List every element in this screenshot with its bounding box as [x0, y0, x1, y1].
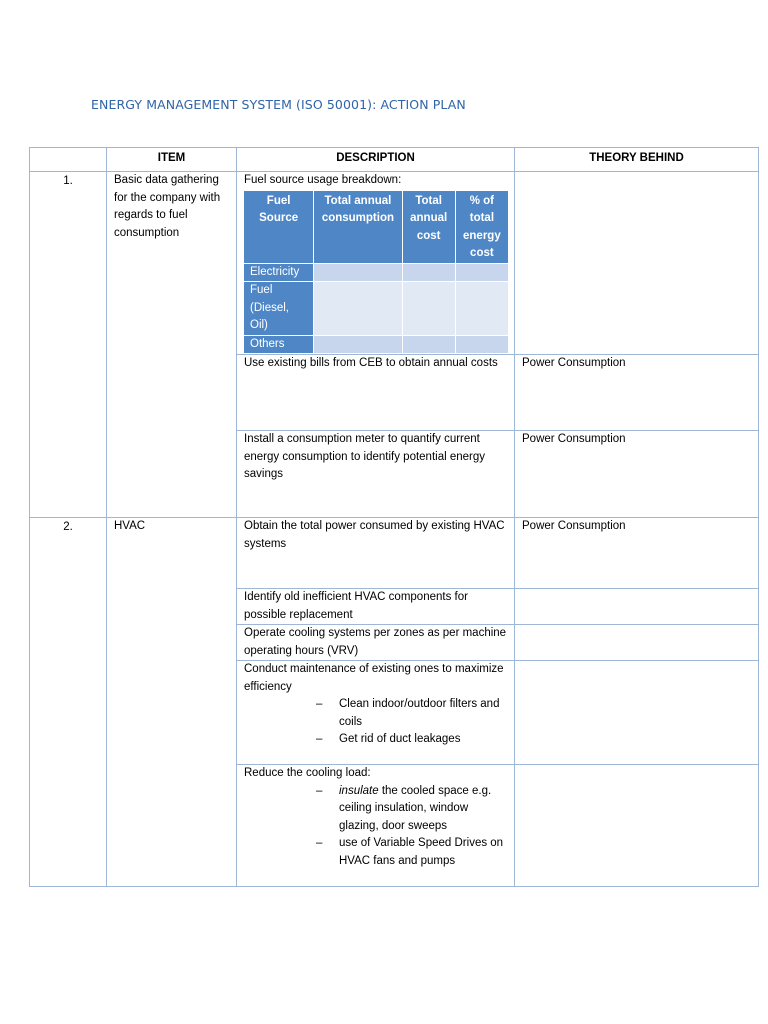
table-row [30, 172, 759, 355]
cooling-load-text: Reduce the cooling load: [244, 767, 371, 779]
theory-cell [515, 625, 759, 661]
header-row [30, 148, 759, 172]
italic-word: insulate [339, 784, 379, 797]
fuel-cell [314, 282, 402, 336]
fuel-cell [455, 282, 508, 336]
list-item: – Get rid of duct leakages [316, 731, 507, 749]
header-number [30, 148, 107, 172]
theory-cell [515, 589, 759, 625]
description-cell: Operate cooling systems per zones as per machine operating hours (VRV) [237, 625, 515, 661]
list-item [316, 783, 507, 836]
fuel-cell [314, 335, 402, 354]
description-cell: Install a consumption meter to quantify current energy consumption to identify potential energy savings [237, 431, 515, 518]
fuel-row-label: Others [244, 335, 314, 354]
description-cell [237, 661, 515, 765]
document-title: ENERGY MANAGEMENT SYSTEM (ISO 50001): ACTION PLAN [91, 97, 466, 112]
fuel-row-label: Fuel (Diesel, Oil) [244, 282, 314, 336]
fuel-header: Total annual cost [402, 190, 455, 263]
fuel-cell [455, 335, 508, 354]
theory-cell: Power Consumption [515, 518, 759, 589]
row-number: 2. [30, 518, 107, 887]
fuel-header: Fuel Source [244, 190, 314, 263]
header-item: ITEM [107, 148, 237, 172]
theory-cell: Power Consumption [515, 431, 759, 518]
fuel-header: Total annual consumption [314, 190, 402, 263]
list-item: – use of Variable Speed Drives on HVAC fans and pumps [316, 835, 507, 870]
fuel-header: % of total energy cost [455, 190, 508, 263]
header-theory: THEORY BEHIND [515, 148, 759, 172]
row-number: 1. [30, 172, 107, 518]
bullet-text: the cooled space e.g. ceiling insulation, window glazing, door sweeps [339, 784, 492, 832]
maintenance-text: Conduct maintenance of existing ones to maximize efficiency [244, 663, 504, 693]
fuel-breakdown-intro: Fuel source usage breakdown: [244, 174, 402, 186]
fuel-cell [455, 263, 508, 282]
description-cell: Use existing bills from CEB to obtain annual costs [237, 355, 515, 431]
description-cell: Obtain the total power consumed by existing HVAC systems [237, 518, 515, 589]
table-row [30, 518, 759, 589]
fuel-cell [402, 263, 455, 282]
maintenance-bullets [244, 696, 507, 749]
list-item: – Clean indoor/outdoor filters and coils [316, 696, 507, 731]
fuel-table-row [244, 282, 509, 336]
item-cell: HVAC [107, 518, 237, 887]
cooling-load-bullets [244, 783, 507, 871]
fuel-table-row [244, 263, 509, 282]
fuel-row-label: Electricity [244, 263, 314, 282]
theory-cell: Power Consumption [515, 355, 759, 431]
action-plan-table [29, 147, 759, 887]
theory-cell [515, 661, 759, 765]
fuel-cell [402, 282, 455, 336]
theory-cell [515, 172, 759, 355]
fuel-cell [314, 263, 402, 282]
header-description: DESCRIPTION [237, 148, 515, 172]
description-cell: Identify old inefficient HVAC components for possible replacement [237, 589, 515, 625]
theory-cell [515, 765, 759, 887]
fuel-table-row [244, 335, 509, 354]
item-cell: Basic data gathering for the company with regards to fuel consumption [107, 172, 237, 518]
fuel-cell [402, 335, 455, 354]
fuel-table-header-row [244, 190, 509, 263]
description-cell [237, 172, 515, 355]
description-cell [237, 765, 515, 887]
fuel-source-table [243, 190, 509, 355]
